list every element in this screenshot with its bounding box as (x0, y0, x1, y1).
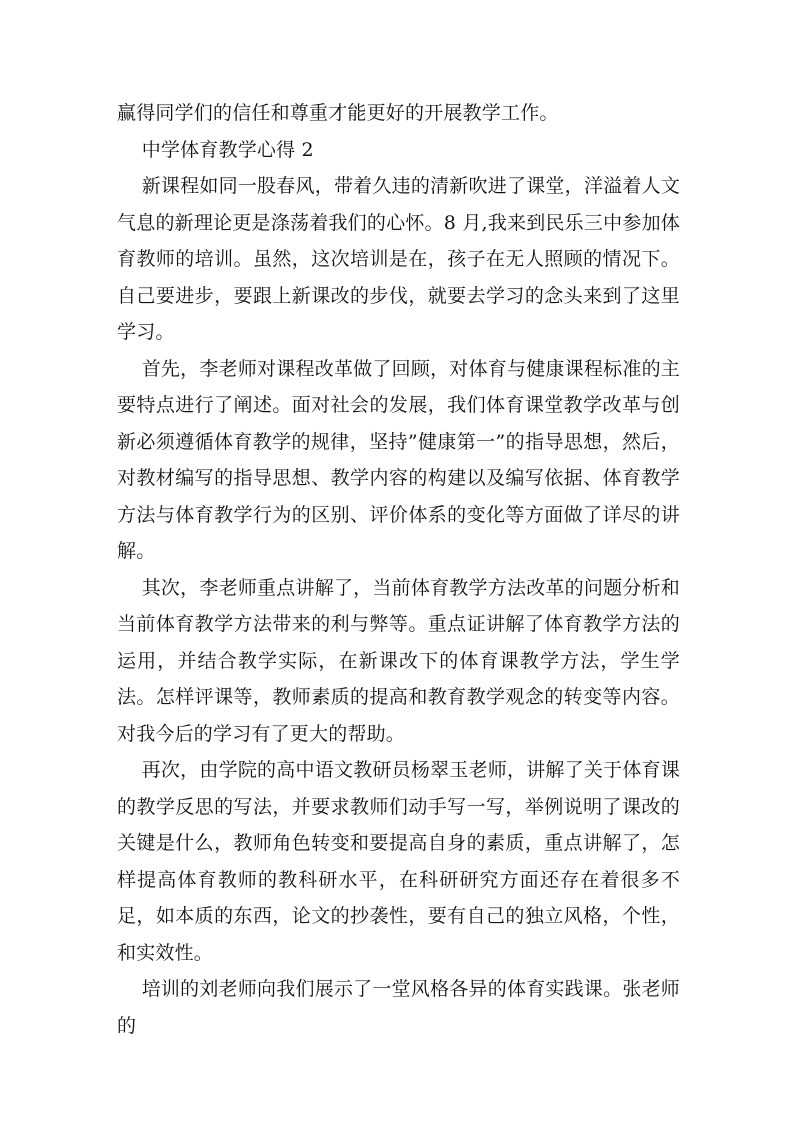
paragraph-continuation: 赢得同学们的信任和尊重才能更好的开展教学工作。 (117, 102, 559, 124)
paragraph: 其次，李老师重点讲解了，当前体育教学方法改革的问题分析和当前体育教学方法带来的利与弊等。重点证讲解了体育教学方法的运用，并结合教学实际，在新课改下的体育课教学方法，学生学法。怎样评课等，教师素质的提高和教育教学观念的转变等内容。对我今后的学习有了更大的帮助。 (117, 576, 680, 745)
paragraph: 新课程如同一股春风，带着久违的清新吹进了课堂，洋溢着人文气息的新理论更是涤荡着我们的心怀。8 月,我来到民乐三中参加体育教师的培训。虽然，这次培训是在，孩子在无人照顾的情况下。自己要进步，要跟上新课改的步伐，就要去学习的念头来到了这里学习。 (117, 175, 680, 343)
section-heading: 中学体育教学心得 2 (141, 138, 314, 161)
document-body (117, 95, 680, 1044)
paragraph: 培训的刘老师向我们展示了一堂风格各异的体育实践课。张老师的 (117, 978, 680, 1037)
paragraph: 首先，李老师对课程改革做了回顾，对体育与健康课程标准的主要特点进行了阐述。面对社会的发展，我们体育课堂教学改革与创新必须遵循体育教学的规律，坚持”健康第一”的指导思想，然后，对教材编写的指导思想、教学内容的构建以及编写依据、体育教学方法与体育教学行为的区别、评价体系的变化等方面做了详尽的讲解。 (117, 357, 680, 562)
paragraph: 再次，由学院的高中语文教研员杨翠玉老师，讲解了关于体育课的教学反思的写法，并要求教师们动手写一写，举例说明了课改的关键是什么，教师角色转变和要提高自身的素质，重点讲解了，怎样提高体育教师的教科研水平，在科研研究方面还存在着很多不足，如本质的东西，论文的抄袭性，要有自己的独立风格，个性，和实效性。 (117, 759, 680, 964)
